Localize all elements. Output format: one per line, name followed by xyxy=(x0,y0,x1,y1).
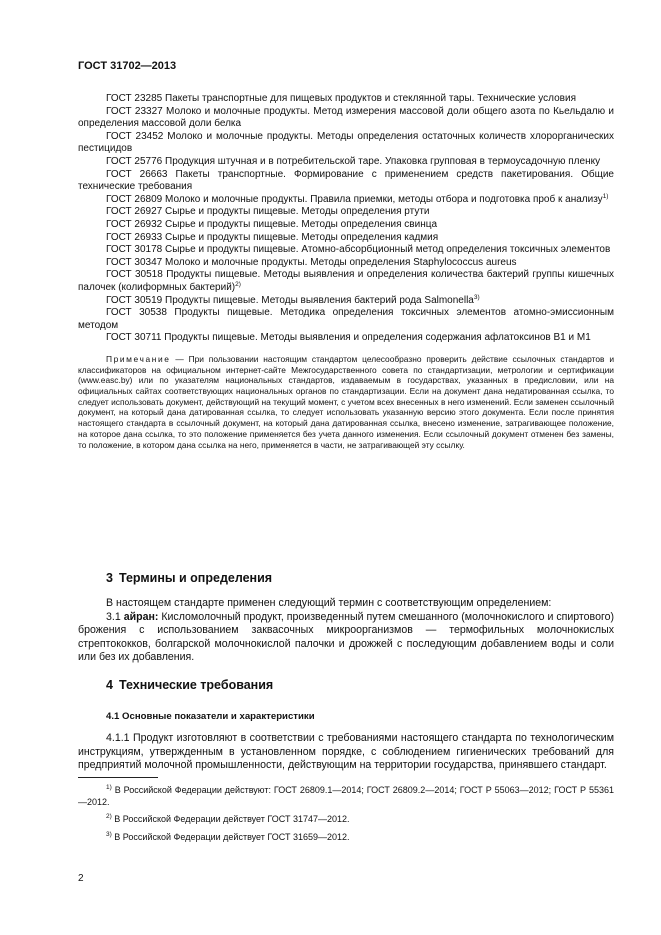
reference-title: Продукты пищевые. Методы выявления бактерий рода Salmonella xyxy=(165,294,474,306)
reference-item xyxy=(78,307,614,332)
reference-item xyxy=(78,332,614,345)
reference-item xyxy=(78,269,614,294)
reference-code: ГОСТ 30538 xyxy=(106,307,167,319)
reference-item xyxy=(78,244,614,257)
footnote xyxy=(78,832,614,844)
footnote-text: В Российской Федерации действует ГОСТ 31659—2012. xyxy=(114,831,350,842)
page-header: ГОСТ 31702—2013 xyxy=(78,60,177,72)
reference-code: ГОСТ 30347 xyxy=(106,256,163,268)
reference-code: ГОСТ 26663 xyxy=(106,168,168,180)
subsection-heading xyxy=(106,711,614,722)
section-intro: В настоящем стандарте применен следующий термин с соответствующим определением: xyxy=(106,597,552,609)
reference-code: ГОСТ 30519 xyxy=(106,294,163,306)
reference-code: ГОСТ 26927 xyxy=(106,206,163,218)
reference-title: Продукты пищевые. Методика определения токсичных элементов атомно-эмиссионным методом xyxy=(78,307,614,331)
reference-item xyxy=(78,131,614,156)
footnote-text: В Российской Федерации действуют: ГОСТ 26809.1—2014; ГОСТ 26809.2—2014; ГОСТ Р 55063—2012; ГОСТ Р 55361—2012. xyxy=(78,785,614,807)
footnote-mark: 2) xyxy=(106,813,112,820)
footnote-mark: 1) xyxy=(106,784,112,791)
footnote-marker: 2) xyxy=(235,280,241,288)
reference-title: Продукты пищевые. Методы выявления и определения количества бактерий группы кишечных палочек (колиформных бактерий) xyxy=(78,269,615,293)
section-heading xyxy=(78,678,614,692)
definition-text: Кисломолочный продукт, произведенный путем смешанного (молочнокислого и спиртового) брожения с использованием заквасочных микроорганизмов — термофильных молочнокислых стрептококков, болгарской молочнокислой палочки и дрожжей с последующим добавлением воды и соли или без их добавления. xyxy=(78,610,615,664)
footnotes xyxy=(78,785,614,849)
footnote-mark: 3) xyxy=(106,830,112,838)
reference-title: Пакеты транспортные для пищевых продуктов и стеклянной тары. Технические условия xyxy=(165,93,576,104)
subsection-number: 4.1 xyxy=(106,711,120,722)
reference-code: ГОСТ 26933 xyxy=(106,231,163,243)
paragraph-number: 4.1.1 xyxy=(106,732,130,744)
section-title: Технические требования xyxy=(118,678,274,692)
reference-title: Продукты пищевые. Методы выявления и определения содержания афлатоксинов В1 и М1 xyxy=(164,332,591,344)
definition-number: 3.1 xyxy=(106,610,121,623)
reference-title: Молоко и молочные продукты. Методы определения остаточных количеств хлорорганических пестицидов xyxy=(78,130,614,155)
reference-item xyxy=(78,295,614,308)
reference-code: ГОСТ 23285 xyxy=(106,93,163,104)
normative-references-list xyxy=(78,93,614,450)
reference-item xyxy=(78,206,614,219)
section-technical-requirements xyxy=(78,678,614,773)
reference-item xyxy=(78,169,614,194)
reference-code: ГОСТ 26809 xyxy=(106,193,163,205)
reference-title: Сырье и продукты пищевые. Методы определения ртути xyxy=(165,206,430,218)
reference-title: Молоко и молочные продукты. Метод измерения массовой доли общего азота по Кьельдалю и определения массовой доли белка xyxy=(78,105,615,130)
section-number: 3 xyxy=(106,571,113,585)
note-label: Примечание xyxy=(106,353,171,364)
reference-code: ГОСТ 25776 xyxy=(106,155,163,167)
reference-code: ГОСТ 26932 xyxy=(106,218,163,230)
reference-title: Сырье и продукты пищевые. Методы определения кадмия xyxy=(165,231,439,243)
note-text: — При пользовании настоящим стандартом целесообразно проверить действие ссылочных стандартов и классификаторов на официальном интернет-сайте Межгосударственного совета по стандартизации, метрологии и сертификации (www.easc.by) или по указателям национальных стандартов, издаваемым в государствах, указанных в предисловии, или на официальных сайтах соответствующих национальных органов по стандартизации. Если на документ дана недатированная ссылка, то следует использовать документ, действующий на текущий момент, с учетом всех внесенных в него изменений. Если заменен ссылочный документ, на который дана датированная ссылка, то следует использовать указанную версию этого документа. Если после принятия настоящего стандарта в ссылочный документ, на который дана датированная ссылка, внесено изменение, затрагивающее положение, на которое дана ссылка, то это положение применяется без учета данного изменения. Если ссылочный документ отменен без замены, то положение, в котором дана ссылка на него, применяется в части, не затрагивающей эту ссылку. xyxy=(78,353,614,450)
reference-item xyxy=(78,156,614,169)
footnote xyxy=(78,785,614,808)
page-number: 2 xyxy=(78,873,84,884)
section-title: Термины и определения xyxy=(118,571,273,585)
footnote-separator xyxy=(78,777,158,778)
reference-item xyxy=(78,106,614,131)
reference-title: Молоко и молочные продукты. Правила приемки, методы отбора и подготовка проб к анализу xyxy=(165,193,603,205)
reference-item xyxy=(78,232,614,245)
reference-title: Молоко и молочные продукты. Методы определения Staphylococcus aureus xyxy=(165,256,517,268)
footnote-text: В Российской Федерации действует ГОСТ 31747—2012. xyxy=(114,814,350,824)
reference-code: ГОСТ 23452 xyxy=(106,130,164,142)
definition-paragraph xyxy=(78,611,614,665)
section-heading xyxy=(78,571,614,585)
reference-title: Сырье и продукты пищевые. Атомно-абсорбционный метод определения токсичных элементов xyxy=(165,244,611,256)
requirement-paragraph xyxy=(78,732,614,773)
reference-title: Продукция штучная и в потребительской таре. Упаковка групповая в термоусадочную пленку xyxy=(165,155,601,167)
footnote-marker: 1) xyxy=(602,192,609,200)
reference-item xyxy=(78,93,614,106)
reference-code: ГОСТ 30711 xyxy=(106,332,162,344)
section-terms xyxy=(78,571,614,665)
reference-item xyxy=(78,194,614,207)
paragraph-text: Продукт изготовляют в соответствии с требованиями настоящего стандарта по технологическим инструкциям, утвержденным в установленном порядке, с соблюдением гигиенических требований для предприятий молочной промышленности, действующим на территории государства, принявшего стандарт. xyxy=(78,732,614,772)
footnote-marker: 3) xyxy=(473,293,480,301)
reference-code: ГОСТ 30518 xyxy=(106,269,163,281)
reference-title: Сырье и продукты пищевые. Методы определения свинца xyxy=(165,218,438,230)
reference-item xyxy=(78,219,614,232)
reference-code: ГОСТ 30178 xyxy=(106,244,163,256)
definition-term: айран: xyxy=(123,610,159,623)
reference-code: ГОСТ 23327 xyxy=(106,105,163,117)
note-paragraph xyxy=(78,354,614,450)
section-number: 4 xyxy=(106,678,113,692)
reference-title: Пакеты транспортные. Формирование с применением средств пакетирования. Общие технические требования xyxy=(78,168,614,193)
reference-item xyxy=(78,257,614,270)
subsection-title: Основные показатели и характеристики xyxy=(122,711,315,722)
footnote xyxy=(78,814,614,826)
